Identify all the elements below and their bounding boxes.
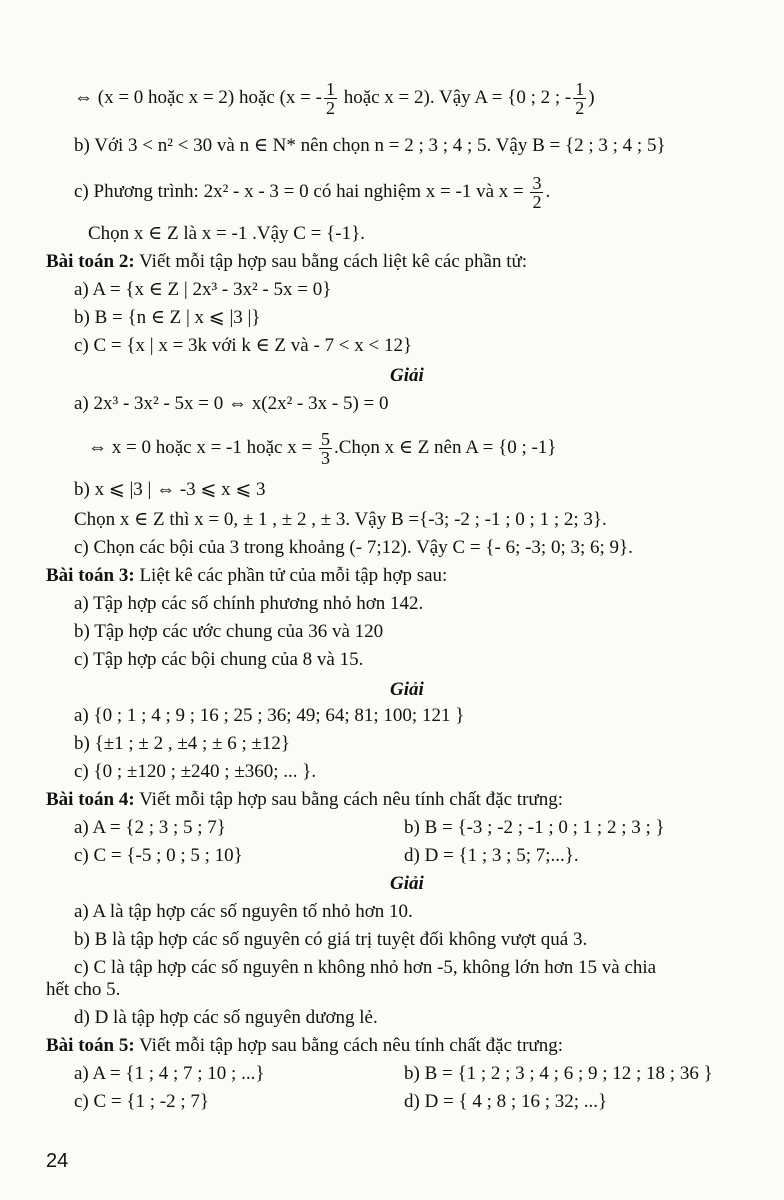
solution-3-line-2: b) {±1 ; ± 2 , ±4 ; ± 6 ; ±12} [74,733,291,754]
problem-4-c: c) C = {-5 ; 0 ; 5 ; 10} [74,845,243,866]
solution-heading: Giải [390,679,424,700]
problem-4-d: d) D = {1 ; 3 ; 5; 7;...}. [404,845,579,866]
problem-5-row-1 [74,1062,764,1086]
problem-prompt: Viết mỗi tập hợp sau bằng cách nêu tính chất đặc trưng: [134,789,563,810]
page-number: 24 [46,1150,69,1172]
problem-2-b: b) B = {n ∈ Z | x ⩽ |3 |} [74,307,261,328]
solution-2-line-2 [88,430,764,467]
problem-3-b: b) Tập hợp các ước chung của 36 và 120 [74,621,384,642]
prev-line-1 [74,80,764,117]
numerator: 5 [320,429,330,449]
problem-4-row-2 [74,844,764,868]
problem-5-heading [46,1034,764,1058]
problem-3-heading [46,564,764,588]
problem-4-heading [46,788,764,812]
solution-heading: Giải [390,365,424,386]
solution-2-line-4: Chọn x ∈ Z thì x = 0, ± 1 , ± 2 , ± 3. Vậy B ={-3; -2 ; -1 ; 0 ; 1 ; 2; 3}. [74,509,607,530]
problem-2-heading [46,250,764,274]
problem-2-c: c) C = {x | x = 3k với k ∈ Z và - 7 < x < 12} [74,335,413,356]
numerator: 3 [532,173,542,193]
fraction [319,430,332,467]
problem-5-a: a) A = {1 ; 4 ; 7 ; 10 ; ...} [74,1063,265,1084]
text: . [545,180,551,202]
solution-4-line-2: b) B là tập hợp các số nguyên có giá trị tuyệt đối không vượt quá 3. [74,929,588,950]
problem-3-c: c) Tập hợp các bội chung của 8 và 15. [74,649,364,670]
problem-5-b: b) B = {1 ; 2 ; 3 ; 4 ; 6 ; 9 ; 12 ; 18 ; 36 } [404,1063,713,1084]
problem-2-a: a) A = {x ∈ Z | 2x³ - 3x² - 5x = 0} [74,279,332,300]
text: ) [588,86,595,108]
problem-title: Bài toán 3: [46,565,135,586]
solution-2-line-3: b) x ⩽ |3 | ⇔ -3 ⩽ x ⩽ 3 [74,479,266,500]
problem-4-a: a) A = {2 ; 3 ; 5 ; 7} [74,817,226,838]
denominator: 2 [325,98,335,118]
denominator: 3 [320,448,330,468]
text: hoặc x = 2). Vậy A = {0 ; 2 ; - [338,86,572,108]
fraction [573,80,586,117]
problem-5-d: d) D = { 4 ; 8 ; 16 ; 32; ...} [404,1091,608,1112]
fraction [324,80,337,117]
prev-line-2: b) Với 3 < n² < 30 và n ∈ N* nên chọn n = 2 ; 3 ; 4 ; 5. Vậy B = {2 ; 3 ; 4 ; 5} [74,135,666,156]
problem-prompt: Liệt kê các phần tử của mỗi tập hợp sau: [134,565,448,586]
solution-2-line-5: c) Chọn các bội của 3 trong khoảng (- 7;12). Vậy C = {- 6; -3; 0; 3; 6; 9}. [74,537,633,558]
problem-prompt: Viết mỗi tập hợp sau bằng cách nêu tính chất đặc trưng: [134,1035,563,1056]
text: ⇔ x = 0 hoặc x = -1 hoặc x = [88,436,317,458]
numerator: 1 [325,79,335,99]
denominator: 2 [575,98,585,118]
solution-2-line-1: a) 2x³ - 3x² - 5x = 0 ⇔ x(2x² - 3x - 5) = 0 [74,393,389,414]
problem-4-row-1 [74,816,764,840]
denominator: 2 [532,192,542,212]
solution-3-line-1: a) {0 ; 1 ; 4 ; 9 ; 16 ; 25 ; 36; 49; 64; 81; 100; 121 } [74,705,465,726]
numerator: 1 [575,79,585,99]
solution-3-line-3: c) {0 ; ±120 ; ±240 ; ±360; ... }. [74,761,317,782]
prev-line-3 [74,174,764,211]
problem-4-b: b) B = {-3 ; -2 ; -1 ; 0 ; 1 ; 2 ; 3 ; } [404,817,665,838]
problem-title: Bài toán 5: [46,1035,135,1056]
solution-heading: Giải [390,873,424,894]
fraction [530,174,543,211]
solution-4-line-4: d) D là tập hợp các số nguyên dương lẻ. [74,1007,378,1028]
problem-5-c: c) C = {1 ; -2 ; 7} [74,1091,210,1112]
prev-line-4: Chọn x ∈ Z là x = -1 .Vậy C = {-1}. [88,223,365,244]
solution-4-line-3b: hết cho 5. [46,979,121,1000]
problem-5-row-2 [74,1090,764,1114]
problem-title: Bài toán 4: [46,789,135,810]
text: ⇔ (x = 0 hoặc x = 2) hoặc (x = - [74,86,322,108]
problem-3-a: a) Tập hợp các số chính phương nhỏ hơn 142. [74,593,424,614]
problem-title: Bài toán 2: [46,251,135,272]
text: .Chọn x ∈ Z nên A = {0 ; -1} [333,436,557,458]
solution-4-line-3: c) C là tập hợp các số nguyên n không nhỏ hơn -5, không lớn hơn 15 và chia [74,957,657,978]
problem-prompt: Viết mỗi tập hợp sau bằng cách liệt kê các phần tử: [134,251,528,272]
solution-4-line-1: a) A là tập hợp các số nguyên tố nhỏ hơn 10. [74,901,413,922]
text: c) Phương trình: 2x² - x - 3 = 0 có hai nghiệm x = -1 và x = [74,180,529,202]
